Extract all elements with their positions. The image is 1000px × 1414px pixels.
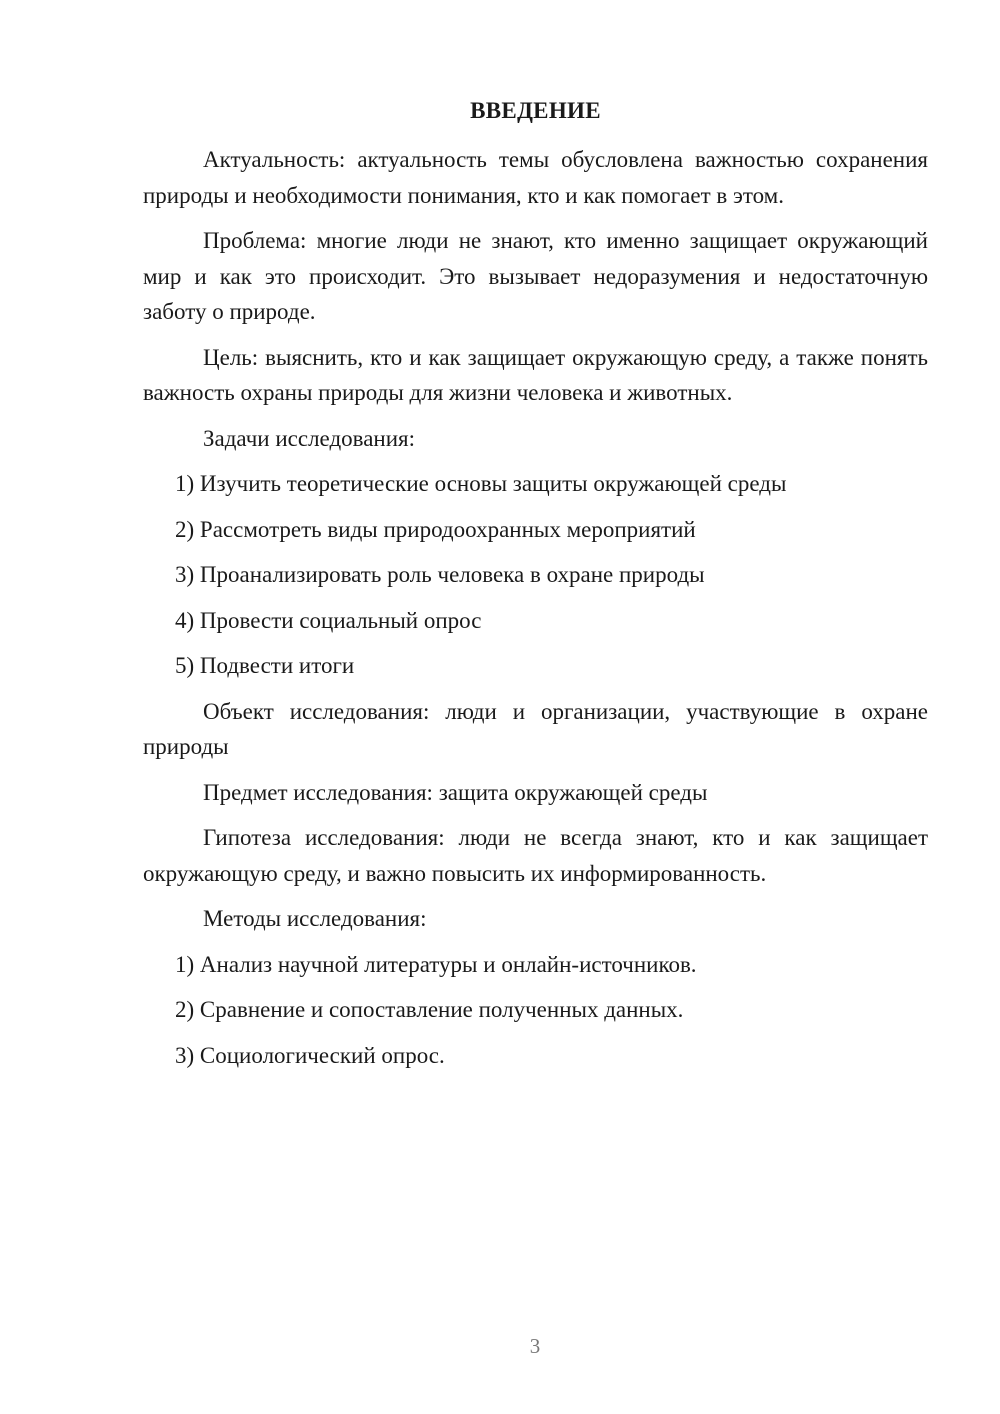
goal-paragraph: Цель: выяснить, кто и как защищает окружающую среду, а также понять важность охраны природы для жизни человека и животных. <box>143 344 928 405</box>
document-body <box>143 142 928 1083</box>
task-item: 2) Рассмотреть виды природоохранных мероприятий <box>175 516 696 542</box>
relevance-paragraph: Актуальность: актуальность темы обусловлена важностью сохранения природы и необходимости понимания, кто и как помогает в этом. <box>143 147 928 208</box>
tasks-heading: Задачи исследования: <box>203 425 416 451</box>
page-title: ВВЕДЕНИЕ <box>470 98 601 123</box>
task-item: 5) Подвести итоги <box>175 653 355 678</box>
method-item: 1) Анализ научной литературы и онлайн-источников. <box>175 951 697 977</box>
task-item: 3) Проанализировать роль человека в охране природы <box>175 562 705 587</box>
task-item: 1) Изучить теоретические основы защиты окружающей среды <box>175 471 787 496</box>
page-number: 3 <box>529 1334 541 1358</box>
task-item: 4) Провести социальный опрос <box>175 607 482 633</box>
problem-paragraph: Проблема: многие люди не знают, кто именно защищает окружающий мир и как это происходит. Это вызывает недоразумения и недостаточную заботу о природе. <box>143 228 928 324</box>
methods-heading: Методы исследования: <box>203 906 427 931</box>
method-item: 3) Социологический опрос. <box>175 1042 445 1068</box>
hypothesis-paragraph: Гипотеза исследования: люди не всегда знают, кто и как защищает окружающую среду, и важно повысить их информированность. <box>143 825 928 886</box>
subject-paragraph: Предмет исследования: защита окружающей среды <box>203 779 708 805</box>
object-paragraph: Объект исследования: люди и организации, участвующие в охране природы <box>143 698 928 759</box>
method-item: 2) Сравнение и сопоставление полученных данных. <box>175 997 684 1022</box>
